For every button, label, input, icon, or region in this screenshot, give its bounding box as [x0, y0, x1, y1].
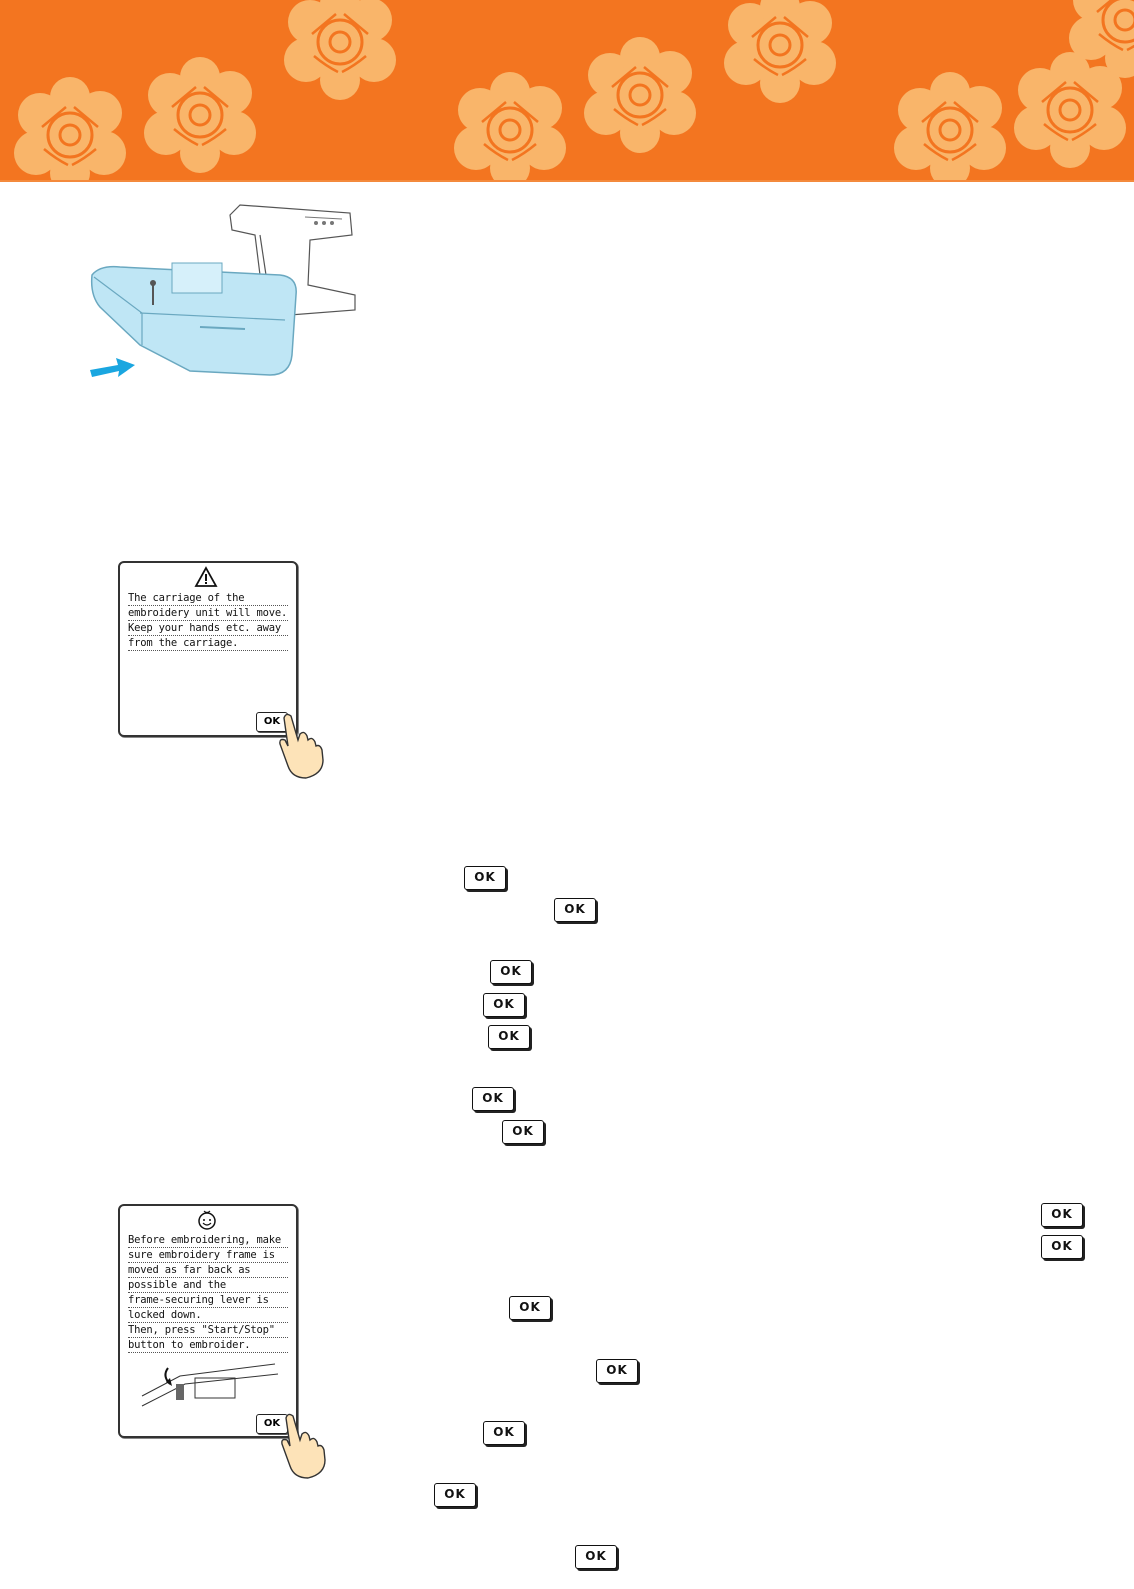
ok-button[interactable]: OK — [596, 1359, 638, 1383]
banner-rule — [0, 180, 1134, 182]
ok-button[interactable]: OK — [483, 1421, 525, 1445]
embroider-line: locked down. — [128, 1308, 288, 1323]
embroider-line: sure embroidery frame is — [128, 1248, 288, 1263]
ok-button[interactable]: OK — [575, 1545, 617, 1569]
warning-line: from the carriage. — [128, 636, 288, 651]
embroider-line: moved as far back as — [128, 1263, 288, 1278]
embroider-line: Then, press "Start/Stop" — [128, 1323, 288, 1338]
ok-button[interactable]: OK — [554, 898, 596, 922]
embroider-line: possible and the — [128, 1278, 288, 1293]
ok-button[interactable]: OK — [488, 1025, 530, 1049]
ok-button[interactable]: OK — [509, 1296, 551, 1320]
ok-button[interactable]: OK — [472, 1087, 514, 1111]
ok-button[interactable]: OK — [1041, 1235, 1083, 1259]
pointing-finger-icon — [278, 1412, 328, 1480]
lcd-ok-button[interactable]: OK — [256, 712, 288, 732]
ok-button[interactable]: OK — [490, 960, 532, 984]
embroider-line: button to embroider. — [128, 1338, 288, 1353]
push-arrow-icon — [90, 358, 135, 377]
lcd-ok-button[interactable]: OK — [256, 1414, 288, 1434]
smiley-icon — [196, 1209, 218, 1231]
warning-lcd-screen — [118, 561, 298, 737]
warning-line: Keep your hands etc. away — [128, 621, 288, 636]
ok-button[interactable]: OK — [434, 1483, 476, 1507]
frame-lever-diagram-icon — [140, 1356, 280, 1411]
warning-line: The carriage of the — [128, 591, 288, 606]
embroider-line: frame-securing lever is — [128, 1293, 288, 1308]
ok-button[interactable]: OK — [483, 993, 525, 1017]
embroider-lcd-screen — [118, 1204, 298, 1438]
ok-button[interactable]: OK — [502, 1120, 544, 1144]
pointing-finger-icon — [276, 712, 326, 780]
warning-triangle-icon — [194, 566, 218, 588]
embroider-line: Before embroidering, make — [128, 1233, 288, 1248]
floral-banner — [0, 0, 1134, 182]
embroidery-unit-illustration — [80, 195, 360, 395]
flower-pattern-icon — [0, 0, 1134, 182]
ok-button[interactable]: OK — [1041, 1203, 1083, 1227]
ok-button[interactable]: OK — [464, 866, 506, 890]
warning-line: embroidery unit will move. — [128, 607, 288, 619]
sewing-machine-icon — [80, 195, 360, 395]
